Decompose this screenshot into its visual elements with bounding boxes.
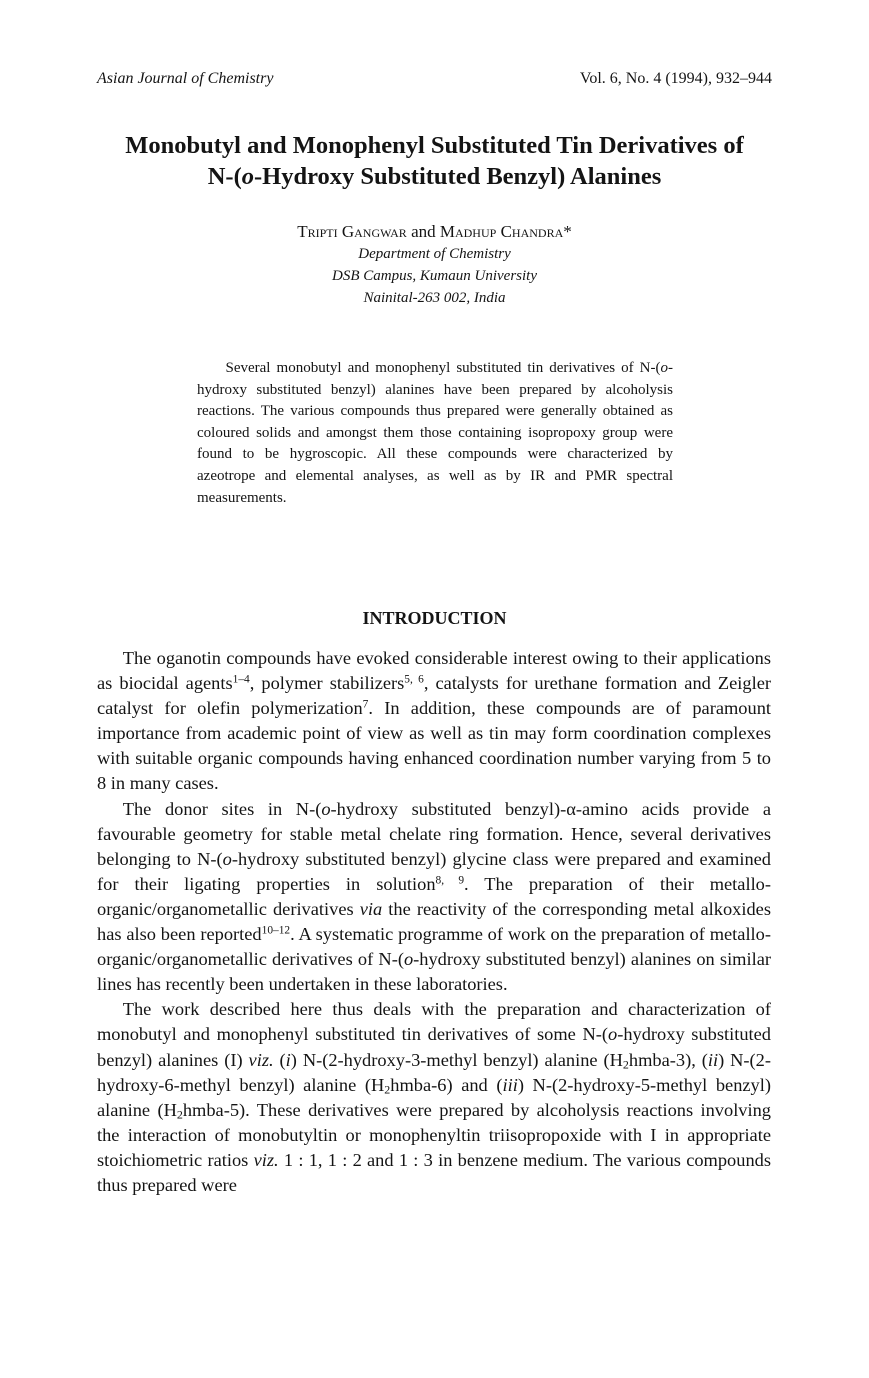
article-title — [60, 130, 809, 192]
affiliation-city: Nainital-263 002, India — [363, 290, 506, 306]
introduction-body — [97, 646, 771, 1198]
paragraph-2: The donor sites in N-(o-hydroxy substituted benzyl)-α-amino acids provide a favourable geometry for stable metal chelate ring formation. Hence, several derivatives belonging to N-(o-hydroxy substituted benzyl) glycine class were prepared and examined for their ligating properties in solution$^{8, 9}$. The preparation of their metallo-organic/organometallic derivatives via the reactivity of the corresponding metal alkoxides has also been reported$^{10-12}$. A systematic programme of work on the preparation of metallo-organic/organometallic derivatives of N-(o-hydroxy substituted benzyl) alanines on similar lines has recently been undertaken in these laboratories. — [97, 798, 771, 995]
corresponding-marker: * — [563, 222, 572, 241]
title-line-1: Monobutyl and Monophenyl Substituted Tin Derivatives of — [125, 132, 744, 159]
author-1: Tripti Gangwar — [297, 222, 407, 241]
affiliation-campus: DSB Campus, Kumaun University — [332, 268, 537, 284]
journal-name: Asian Journal of Chemistry — [97, 70, 274, 87]
abstract: Several monobutyl and monophenyl substituted tin derivatives of N-(o-hydroxy substituted benzyl) alanines have been prepared by alcoholysis reactions. The various compounds thus prepared were generally obtained as coloured solids and amongst them those containing isopropoxy group were found to be hygroscopic. All these compounds were characterized by azeotrope and elemental analyses, as well as by IR and PMR spectral measurements. — [197, 360, 673, 506]
paragraph-3: The work described here thus deals with the preparation and characterization of monobutyl and monophenyl substituted tin derivatives of some N-(o-hydroxy substituted benzyl) alanines (I) viz. (i) N-(2-hydroxy-3-methyl benzyl) alanine $(H_2hmba-3)$, (ii) N-(2-hydroxy-6-methyl benzyl) alanine $(H_2hmba-6)$ and (iii) N-(2-hydroxy-5-methyl benzyl) alanine $(H_2hmba-5)$. These derivatives were prepared by alcoholysis reactions involving the interaction of monobutyltin or monophenyltin triisopropoxide with I in appropriate stoichiometric ratios viz. 1 : 1, 1 : 2 and 1 : 3 in benzene medium. The various compounds thus prepared were — [97, 999, 772, 1195]
volume-info: Vol. 6, No. 4 (1994), 932–944 — [579, 70, 772, 87]
title-line-2: N-(o-Hydroxy Substituted Benzyl) Alanines — [207, 163, 662, 190]
paragraph-1: The oganotin compounds have evoked considerable interest owing to their applications as biocidal agents$^{1-4}$, polymer stabilizers$^{5, 6}$, catalysts for urethane formation and Zeigler catalyst for olefin polymerization$^7$. In addition, these compounds are of paramount importance from academic point of view as well as tin may form coordination complexes with suitable organic compounds having enhanced coordination number varying from 5 to 8 in many cases. — [97, 648, 771, 794]
authors: Tripti Gangwar and Madhup Chandra* — [297, 222, 572, 241]
section-heading-introduction: INTRODUCTION — [362, 608, 507, 628]
affiliation-dept: Department of Chemistry — [358, 246, 511, 262]
author-2: Madhup Chandra — [439, 222, 564, 241]
